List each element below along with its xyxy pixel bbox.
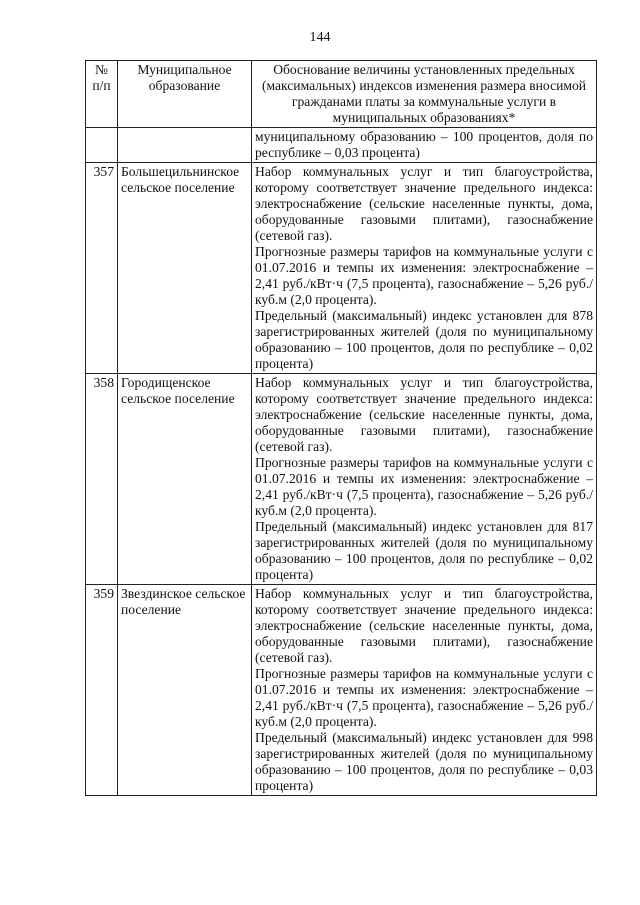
header-num: № п/п <box>86 61 118 128</box>
cell-municipality: Звездинское сельское поселение <box>118 585 252 796</box>
header-municipality: Муниципальное образование <box>118 61 252 128</box>
utility-set-paragraph: Набор коммунальных услуг и тип благоустройства, которому соответствует значение предельного индекса: электроснабжение (сельские населенные пункты, дома, оборудованные газовыми плитами), газоснабжение (сетевой газ). <box>255 164 593 243</box>
utility-set-paragraph: Набор коммунальных услуг и тип благоустройства, которому соответствует значение предельного индекса: электроснабжение (сельские населенные пункты, дома, оборудованные газовыми плитами), газоснабжение (сетевой газ). <box>255 586 593 665</box>
cell-justification <box>252 128 597 163</box>
table-header-row <box>86 61 597 128</box>
cell-justification <box>252 163 597 374</box>
page-number: 144 <box>309 30 331 45</box>
cell-num: 359 <box>86 585 118 796</box>
cell-municipality: Большецильнинское сельское поселение <box>118 163 252 374</box>
cell-num <box>86 128 118 163</box>
cell-municipality: Городищенское сельское поселение <box>118 374 252 585</box>
utility-set-paragraph: Набор коммунальных услуг и тип благоустройства, которому соответствует значение предельного индекса: электроснабжение (сельские населенные пункты, дома, оборудованные газовыми плитами), газоснабжение (сетевой газ). <box>255 375 593 454</box>
index-share-paragraph: Предельный (максимальный) индекс установлен для 817 зарегистрированных жителей (доля по муниципальному образованию – 100 процентов, доля по республике – 0,02 процента) <box>255 519 593 582</box>
table-row <box>86 163 597 374</box>
tariff-forecast-paragraph: Прогнозные размеры тарифов на коммунальные услуги с 01.07.2016 и темпы их изменения: электроснабжение – 2,41 руб./кВт·ч (7,5 процента), газоснабжение – 5,26 руб./куб.м (2,0 процента). <box>255 666 593 729</box>
cell-num: 358 <box>86 374 118 585</box>
cell-municipality <box>118 128 252 163</box>
tariff-forecast-paragraph: Прогнозные размеры тарифов на коммунальные услуги с 01.07.2016 и темпы их изменения: электроснабжение – 2,41 руб./кВт·ч (7,5 процента), газоснабжение – 5,26 руб./куб.м (2,0 процента). <box>255 244 593 307</box>
index-share-paragraph: Предельный (максимальный) индекс установлен для 998 зарегистрированных жителей (доля по муниципальному образованию – 100 процентов, доля по республике – 0,03 процента) <box>255 730 593 793</box>
cell-justification <box>252 374 597 585</box>
tariff-forecast-paragraph: Прогнозные размеры тарифов на коммунальные услуги с 01.07.2016 и темпы их изменения: электроснабжение – 2,41 руб./кВт·ч (7,5 процента), газоснабжение – 5,26 руб./куб.м (2,0 процента). <box>255 455 593 518</box>
table-row <box>86 585 597 796</box>
table-row-continuation <box>86 128 597 163</box>
header-justification: Обоснование величины установленных предельных (максимальных) индексов изменения размера вносимой гражданами платы за коммунальные услуги в муниципальных образованиях* <box>252 61 597 128</box>
index-share-paragraph: Предельный (максимальный) индекс установлен для 878 зарегистрированных жителей (доля по муниципальному образованию – 100 процентов, доля по республике – 0,02 процента) <box>255 308 593 371</box>
cell-num: 357 <box>86 163 118 374</box>
cell-justification <box>252 585 597 796</box>
justification-text: муниципальному образованию – 100 процентов, доля по республике – 0,03 процента) <box>255 129 593 160</box>
table-row <box>86 374 597 585</box>
tariff-index-table <box>85 60 597 796</box>
